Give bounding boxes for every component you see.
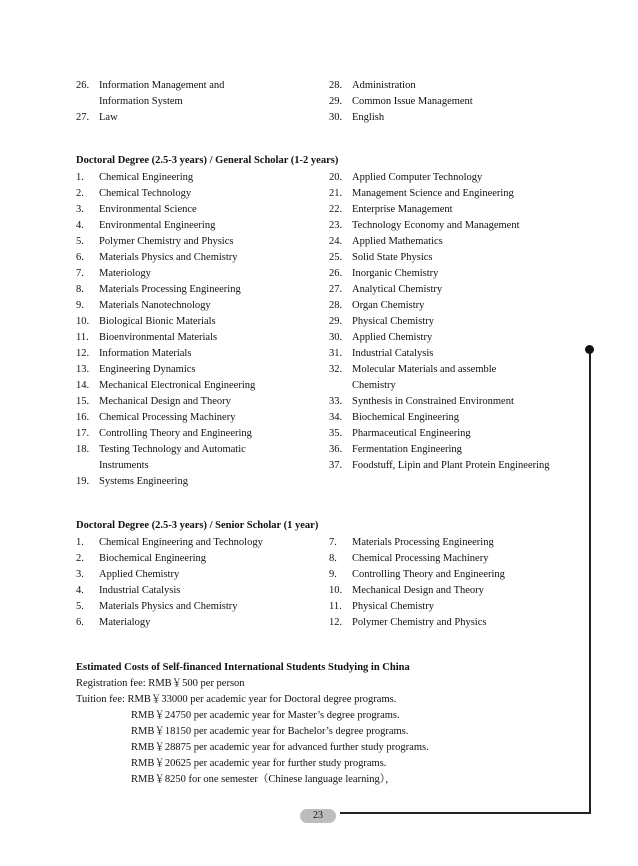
list-item-number: 30. [329,332,343,343]
list-item-text: Environmental Engineering [99,220,216,231]
list-item-number: 2. [76,553,84,564]
list-item-text: Chemical Technology [99,188,192,199]
list-item-text: Common Issue Management [352,96,473,107]
list-item-number: 32. [329,364,343,375]
list-item-number: 24. [329,236,343,247]
list-item-number: 14. [76,380,90,391]
list-item-number: 5. [76,236,84,247]
list-item-text: Molecular Materials and assemble [352,364,497,375]
list-item [76,170,326,186]
tuition-fee-line: RMB￥18150 per academic year for Bachelor’s degree programs. [131,726,409,737]
list-item [329,567,579,583]
list-item-text: Industrial Catalysis [99,585,181,596]
list-item-number: 20. [329,172,343,183]
list-item [329,314,579,330]
list-item-number: 37. [329,460,343,471]
page-number: 23 [300,809,336,823]
list-item-text: Materialogy [99,617,151,628]
list-item-number: 22. [329,204,343,215]
list-item-text: Biological Bionic Materials [99,316,216,327]
list-item [329,458,579,474]
doctoral-general-heading: Doctoral Degree (2.5-3 years) / General Scholar (1-2 years) [76,155,339,166]
list-item [329,298,579,314]
list-item-text: Materials Physics and Chemistry [99,252,238,263]
list-item-number: 9. [329,569,337,580]
list-item [329,410,579,426]
list-item-number: 26. [329,268,343,279]
list-item-text: Applied Mathematics [352,236,443,247]
list-item-text: Applied Chemistry [352,332,433,343]
list-item-number: 18. [76,444,90,455]
list-item-number: 6. [76,252,84,263]
list-item [76,346,326,362]
list-item-number: 3. [76,569,84,580]
list-item-number: 25. [329,252,343,263]
list-item-text: Polymer Chemistry and Physics [99,236,234,247]
list-item-number: 5. [76,601,84,612]
list-item-number: 7. [329,537,337,548]
list-item-text: Biochemical Engineering [99,553,207,564]
list-item [329,94,579,110]
list-item-number: 16. [76,412,90,423]
list-item-text: Environmental Science [99,204,197,215]
list-item [76,426,326,442]
list-item [329,346,579,362]
list-item-number: 21. [329,188,343,199]
doctoral-senior-right [329,535,579,631]
list-item-text: Applied Chemistry [99,569,180,580]
list-item-number: 12. [76,348,90,359]
list-item [329,170,579,186]
list-item-text: Analytical Chemistry [352,284,443,295]
doctoral-general-left [76,170,326,490]
list-item [76,186,326,202]
list-item-text: Information Management and [99,80,225,91]
list-item-text: Materiology [99,268,151,279]
list-item-number: 7. [76,268,84,279]
list-item-number: 33. [329,396,343,407]
list-item [329,282,579,298]
list-item-text: Mechanical Design and Theory [99,396,231,407]
list-item-text: Engineering Dynamics [99,364,196,375]
list-item-number: 17. [76,428,90,439]
list-item [76,282,326,298]
list-item [76,442,326,474]
list-item-text: Chemistry [352,380,396,391]
list-item-text: Industrial Catalysis [352,348,434,359]
list-item-text: Law [99,112,118,123]
list-item [329,202,579,218]
list-item-number: 13. [76,364,90,375]
list-item-text: Materials Physics and Chemistry [99,601,238,612]
top-list-left [76,78,326,126]
list-item-text: Biochemical Engineering [352,412,460,423]
list-item-number: 2. [76,188,84,199]
list-item-text: Bioenvironmental Materials [99,332,218,343]
list-item-text: Instruments [99,460,149,471]
list-item-text: Applied Computer Technology [352,172,483,183]
list-item [76,314,326,330]
list-item [329,186,579,202]
list-item-number: 11. [329,601,342,612]
list-item-text: Materials Nanotechnology [99,300,211,311]
list-item [76,551,326,567]
tuition-fee-line: RMB￥8250 for one semester（Chinese language learning）， [131,774,396,785]
list-item-text: Systems Engineering [99,476,188,487]
list-item [76,567,326,583]
list-item-number: 12. [329,617,343,628]
list-item [76,234,326,250]
list-item [329,234,579,250]
list-item-text: Controlling Theory and Engineering [352,569,505,580]
list-item-text: Physical Chemistry [352,316,434,327]
list-item [329,330,579,346]
list-item [76,330,326,346]
tuition-fee-line: RMB￥20625 per academic year for further study programs. [131,758,387,769]
list-item [76,599,326,615]
costs-heading: Estimated Costs of Self-financed International Students Studying in China [76,662,410,673]
list-item-number: 34. [329,412,343,423]
list-item-text: Polymer Chemistry and Physics [352,617,487,628]
list-item [76,583,326,599]
list-item [76,298,326,314]
list-item-number: 8. [76,284,84,295]
list-item-text: English [352,112,385,123]
list-item [76,78,326,110]
list-item [329,362,579,394]
list-item-number: 6. [76,617,84,628]
list-item-number: 10. [329,585,343,596]
list-item-number: 3. [76,204,84,215]
costs-block [76,676,429,788]
list-item [329,599,579,615]
list-item-number: 23. [329,220,343,231]
list-item-text: Chemical Engineering [99,172,194,183]
list-item [76,474,326,490]
list-item-text: Enterprise Management [352,204,453,215]
list-item [76,394,326,410]
list-item [76,250,326,266]
doctoral-general-right [329,170,579,474]
list-item-number: 4. [76,585,84,596]
list-item-number: 8. [329,553,337,564]
list-item-number: 29. [329,96,343,107]
tuition-fee-line: RMB￥28875 per academic year for advanced further study programs. [131,742,429,753]
list-item-text: Administration [352,80,416,91]
list-item [76,615,326,631]
list-item [76,378,326,394]
registration-fee: Registration fee: RMB￥500 per person [76,678,245,689]
list-item [329,535,579,551]
list-item [76,218,326,234]
list-item-text: Technology Economy and Management [352,220,520,231]
list-item-text: Materials Processing Engineering [352,537,494,548]
list-item-number: 19. [76,476,90,487]
list-item-text: Inorganic Chemistry [352,268,439,279]
list-item-text: Chemical Engineering and Technology [99,537,263,548]
list-item-number: 28. [329,300,343,311]
list-item-text: Materials Processing Engineering [99,284,241,295]
tuition-fee-doctoral: Tuition fee: RMB￥33000 per academic year for Doctoral degree programs. [76,694,397,705]
list-item-number: 29. [329,316,343,327]
list-item-text: Testing Technology and Automatic [99,444,246,455]
list-item-text: Chemical Processing Machinery [99,412,236,423]
list-item [329,426,579,442]
list-item [329,266,579,282]
list-item [329,583,579,599]
list-item [329,110,579,126]
list-item-number: 36. [329,444,343,455]
list-item-text: Information Materials [99,348,192,359]
list-item-text: Information System [99,96,183,107]
list-item [76,410,326,426]
doctoral-senior-left [76,535,326,631]
list-item-text: Mechanical Electronical Engineering [99,380,256,391]
doctoral-senior-heading: Doctoral Degree (2.5-3 years) / Senior Scholar (1 year) [76,520,319,531]
list-item-text: Chemical Processing Machinery [352,553,489,564]
list-item [76,535,326,551]
list-item [329,442,579,458]
list-item-text: Physical Chemistry [352,601,434,612]
list-item-number: 11. [76,332,89,343]
list-item-number: 10. [76,316,90,327]
list-item-text: Mechanical Design and Theory [352,585,484,596]
list-item [76,110,326,126]
list-item [329,551,579,567]
list-item-text: Management Science and Engineering [352,188,514,199]
list-item [329,218,579,234]
list-item-number: 15. [76,396,90,407]
top-list-right [329,78,579,126]
list-item-number: 27. [329,284,343,295]
list-item [76,362,326,378]
list-item-text: Controlling Theory and Engineering [99,428,252,439]
frame-vertical-rule [589,350,591,813]
list-item-text: Synthesis in Constrained Environment [352,396,514,407]
list-item [329,78,579,94]
list-item-number: 1. [76,172,84,183]
list-item-text: Foodstuff, Lipin and Plant Protein Engineering [352,460,550,471]
list-item [76,266,326,282]
list-item-number: 35. [329,428,343,439]
list-item-number: 31. [329,348,343,359]
list-item-number: 30. [329,112,343,123]
list-item-text: Fermentation Engineering [352,444,462,455]
tuition-fee-line: RMB￥24750 per academic year for Master’s degree programs. [131,710,400,721]
frame-dot-ornament [585,345,594,354]
list-item [76,202,326,218]
list-item-number: 26. [76,80,90,91]
list-item [329,615,579,631]
list-item-text: Organ Chemistry [352,300,425,311]
list-item-text: Pharmaceutical Engineering [352,428,471,439]
list-item-number: 9. [76,300,84,311]
list-item-number: 1. [76,537,84,548]
list-item-number: 27. [76,112,90,123]
list-item-number: 28. [329,80,343,91]
frame-horizontal-rule [340,812,591,814]
list-item [329,250,579,266]
list-item-text: Solid State Physics [352,252,433,263]
list-item [329,394,579,410]
list-item-number: 4. [76,220,84,231]
